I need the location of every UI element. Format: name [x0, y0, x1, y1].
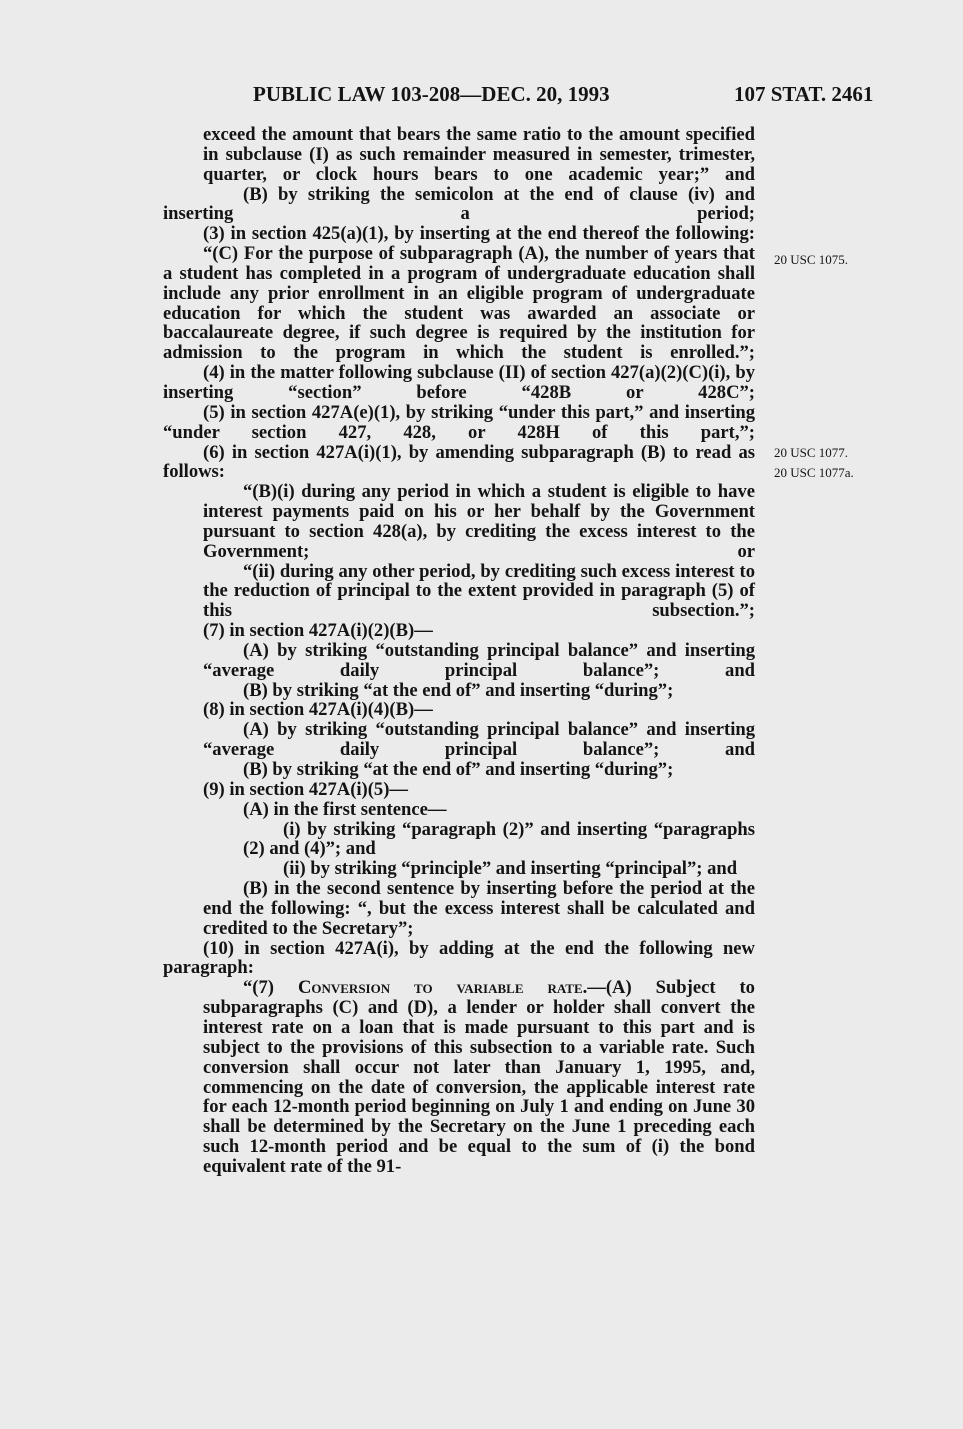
paragraph: (B) by striking the semicolon at the end of clause (iv) and inserting a period; — [163, 183, 755, 225]
paragraph: (A) in the first sentence— — [243, 798, 447, 820]
paragraph: (5) in section 427A(e)(1), by striking “under this part,” and inserting “under section 427, 428, or 428H of this part,”; — [163, 401, 755, 443]
paragraph: (6) in section 427A(i)(1), by amending subparagraph (B) to read as follows: — [163, 441, 755, 483]
paragraph: (4) in the matter following subclause (II) of section 427(a)(2)(C)(i), by inserting “section” before “428B or 428C”; — [163, 362, 755, 403]
running-title: PUBLIC LAW 103-208—DEC. 20, 1993 — [253, 82, 610, 106]
page-header — [0, 82, 963, 112]
paragraph: exceed the amount that bears the same ratio to the amount specified in subclause (I) as such remainder measured in semester, trimester, quarter, or clock hours bears to one academic year;” and — [203, 124, 755, 185]
paragraph-lead: “(7) — [243, 977, 298, 999]
paragraph: “(B)(i) during any period in which a student is eligible to have interest payments paid on his or her behalf by the Government pursuant to section 428(a), by crediting the excess interest to the Government; or — [203, 481, 755, 562]
paragraph: (B) in the second sentence by inserting before the period at the end the following: “, but the excess interest shall be calculated and credited to the Secretary”; — [203, 878, 755, 939]
margin-note-usc-1077a: 20 USC 1077a. — [774, 465, 854, 480]
law-text — [163, 125, 755, 1177]
paragraph: (ii) by striking “principle” and inserting “principal”; and — [283, 858, 738, 880]
margin-note-usc-1075: 20 USC 1075. — [774, 252, 849, 267]
paragraph: (A) by striking “outstanding principal balance” and inserting “average daily principal balance”; and — [203, 639, 755, 681]
paragraph: (B) by striking “at the end of” and inserting “during”; — [243, 679, 674, 701]
paragraph: (8) in section 427A(i)(4)(B)— — [203, 699, 433, 721]
section-heading: Conversion to variable rate. — [297, 977, 588, 999]
paragraph: (A) by striking “outstanding principal balance” and inserting “average daily principal balance”; and — [203, 719, 755, 761]
paragraph: (10) in section 427A(i), by adding at the end the following new paragraph: — [163, 937, 755, 979]
paragraph: “(ii) during any other period, by crediting such excess interest to the reduction of principal to the extent provided in paragraph (5) of this subsection.”; — [203, 560, 755, 622]
paragraph: (9) in section 427A(i)(5)— — [203, 778, 409, 800]
paragraph-text: —(A) Subject to subparagraphs (C) and (D), a lender or holder shall convert the interest rate on a loan that is made pursuant to this part and is subject to the provisions of this subsection to a variable rate. Such conversion shall occur not later than January 1, 1995, and, commencing on the date of conversion, the applicable interest rate for each 12-month period beginning on July 1 and ending on June 30 shall be determined by the Secretary on the June 1 preceding each such 12-month period and be equal to the sum of (i) the bond equivalent rate of the 91- — [203, 977, 755, 1177]
paragraph: (i) by striking “paragraph (2)” and inserting “paragraphs (2) and (4)”; and — [243, 818, 755, 860]
paragraph: (3) in section 425(a)(1), by inserting at the end thereof the following: — [203, 223, 755, 245]
stat-page-number: 107 STAT. 2461 — [734, 82, 874, 106]
margin-note-usc-1077: 20 USC 1077. — [774, 445, 849, 460]
paragraph: (7) in section 427A(i)(2)(B)— — [203, 620, 433, 642]
paragraph: “(C) For the purpose of subparagraph (A), the number of years that a student has completed in a program of undergraduate education shall include any prior enrollment in an eligible program of undergraduate education for which the student was awarded an associate or baccalaureate degree, if such degree is required by the institution for admission to the program in which the student is enrolled.”; — [163, 243, 755, 364]
paragraph — [163, 978, 755, 1176]
paragraph: (B) by striking “at the end of” and inserting “during”; — [243, 759, 674, 780]
